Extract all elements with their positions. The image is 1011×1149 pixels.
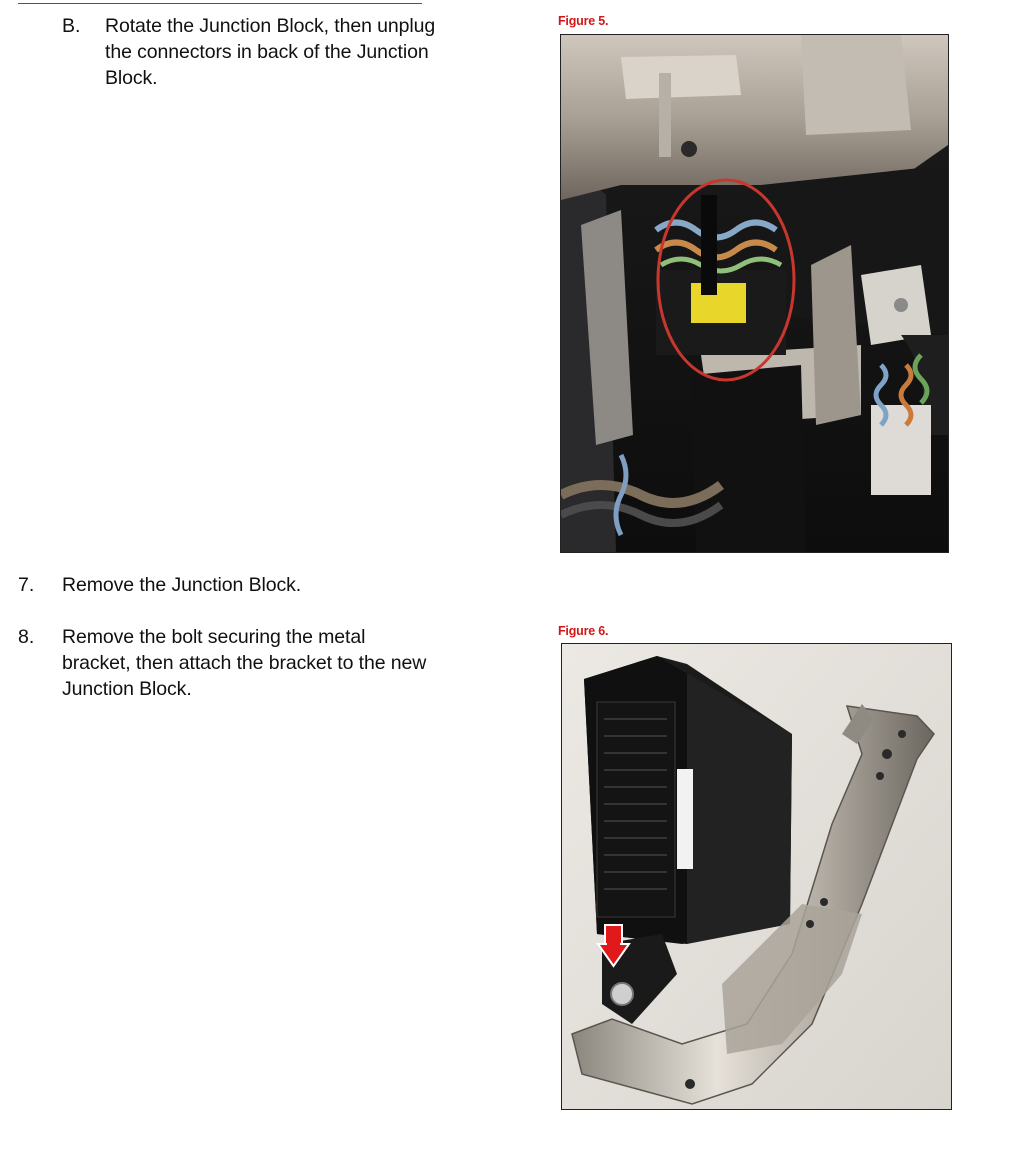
- figure-6-label: Figure 6.: [558, 624, 609, 638]
- step-7-text: Remove the Junction Block.: [62, 574, 302, 596]
- figure-5-image: [561, 35, 948, 552]
- step-b-text: [105, 13, 525, 91]
- figure-5-label: Figure 5.: [558, 14, 609, 28]
- figure-6-image: [562, 644, 951, 1109]
- step-7-number: 7.: [18, 574, 35, 596]
- step-8-line-2: bracket, then attach the bracket to the new: [62, 652, 427, 674]
- step-b-line-3: Block.: [105, 67, 158, 89]
- step-8-number: 8.: [18, 626, 35, 648]
- step-b-line-2: the connectors in back of the Junction: [105, 41, 429, 63]
- step-b-number: B.: [62, 15, 81, 37]
- top-rule: [18, 3, 422, 4]
- step-8-text: [62, 624, 522, 702]
- step-8-line-3: Junction Block.: [62, 678, 192, 700]
- figure-6-photo: [561, 643, 952, 1110]
- step-8-line-1: Remove the bolt securing the metal: [62, 626, 366, 648]
- figure-5-photo: [560, 34, 949, 553]
- step-b-line-1: Rotate the Junction Block, then unplug: [105, 15, 436, 37]
